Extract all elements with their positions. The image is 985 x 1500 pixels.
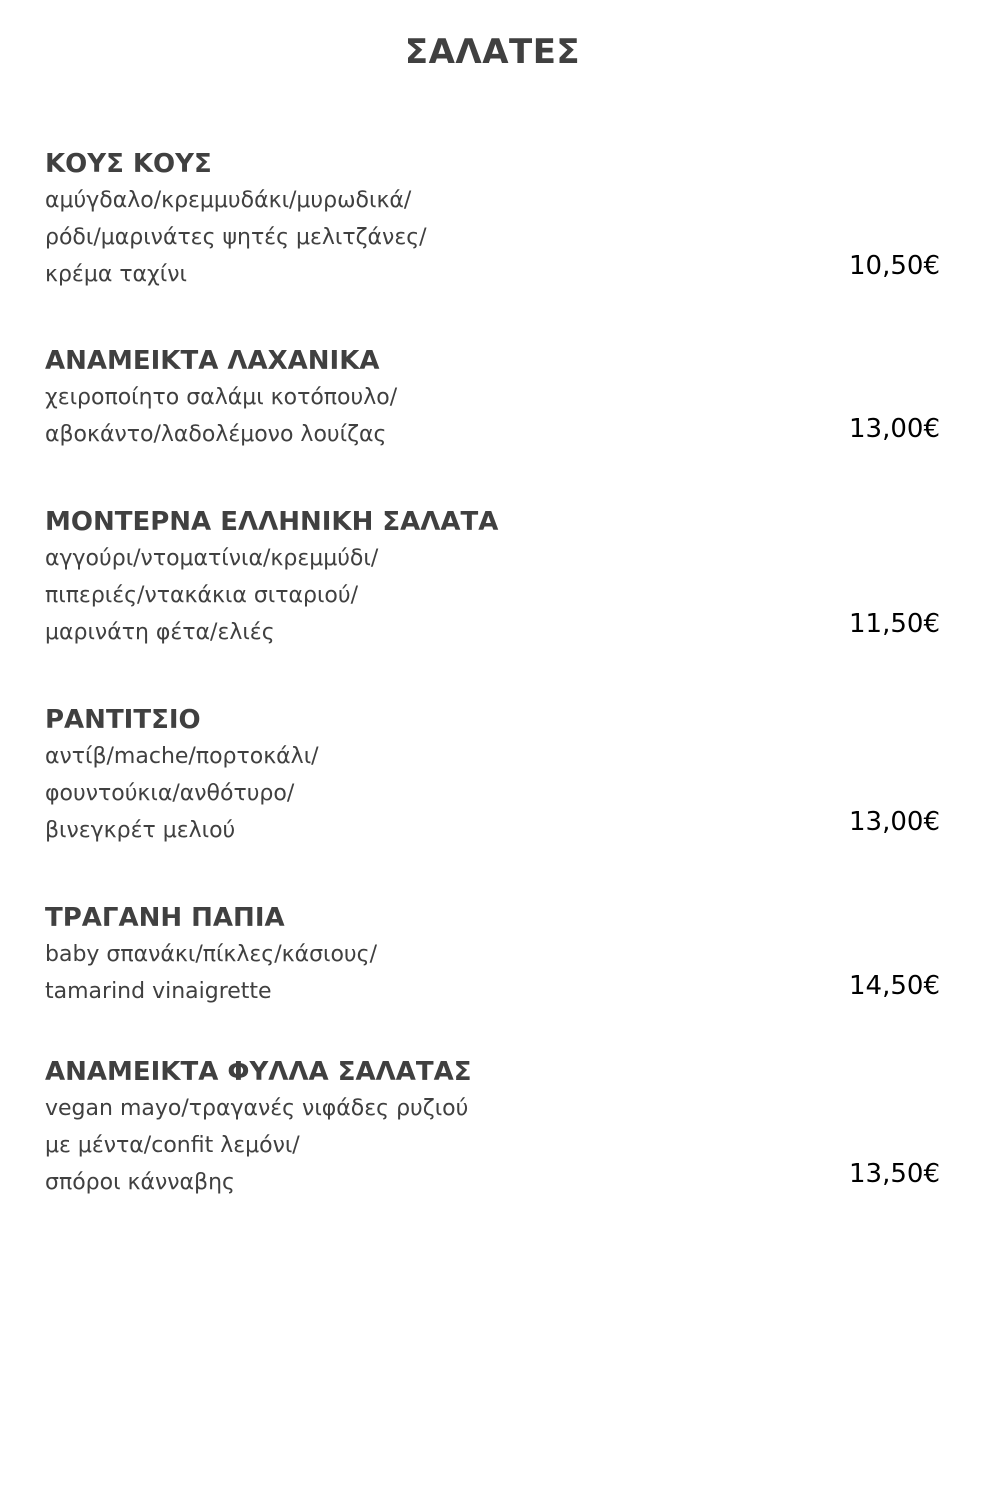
menu-item xyxy=(45,343,940,453)
item-name: ΜΟΝΤΕΡΝΑ ΕΛΛΗΝΙΚΗ ΣΑΛΑΤΑ xyxy=(45,507,499,537)
menu-item xyxy=(45,146,940,293)
menu-item xyxy=(45,702,940,849)
item-name: ΡΑΝΤΙΤΣΙΟ xyxy=(45,705,201,735)
item-description-line: αμύγδαλο/κρεμμυδάκι/μυρωδικά/ xyxy=(45,188,412,213)
item-description-line: αγγούρι/ντοματίνια/κρεμμύδι/ xyxy=(45,546,379,571)
item-description-line: με μέντα/confit λεμόνι/ xyxy=(45,1133,300,1158)
item-description-line: vegan mayo/τραγανές νιφάδες ρυζιού xyxy=(45,1096,469,1121)
item-description xyxy=(45,379,940,453)
item-description-line: μαρινάτη φέτα/ελιές xyxy=(45,620,275,645)
item-description-line: tamarind vinaigrette xyxy=(45,979,272,1004)
item-description xyxy=(45,182,940,293)
page-title: ΣΑΛΑΤΕΣ xyxy=(404,32,581,72)
item-price: 10,50€ xyxy=(849,251,940,281)
item-price: 13,00€ xyxy=(849,807,940,837)
item-price: 13,00€ xyxy=(849,414,940,444)
item-description-line: σπόροι κάνναβης xyxy=(45,1170,235,1195)
item-description-line: φουντούκια/ανθότυρο/ xyxy=(45,781,295,806)
item-description-line: baby σπανάκι/πίκλες/κάσιους/ xyxy=(45,942,377,967)
item-description xyxy=(45,936,940,1010)
item-name: ΑΝΑΜΕΙΚΤΑ ΛΑΧΑΝΙΚΑ xyxy=(45,346,380,376)
menu-item xyxy=(45,1054,940,1201)
menu-item xyxy=(45,504,940,651)
item-description xyxy=(45,540,940,651)
item-price: 11,50€ xyxy=(849,609,940,639)
item-description-line: ρόδι/μαρινάτες ψητές μελιτζάνες/ xyxy=(45,225,427,250)
item-name: ΚΟΥΣ ΚΟΥΣ xyxy=(45,149,212,179)
menu-item xyxy=(45,900,940,1010)
item-description-line: πιπεριές/ντακάκια σιταριού/ xyxy=(45,583,359,608)
item-description-line: αβοκάντο/λαδολέμονο λουίζας xyxy=(45,422,387,447)
item-name: ΑΝΑΜΕΙΚΤΑ ΦΥΛΛΑ ΣΑΛΑΤΑΣ xyxy=(45,1057,472,1087)
item-description xyxy=(45,1090,940,1201)
item-description xyxy=(45,738,940,849)
item-price: 13,50€ xyxy=(849,1159,940,1189)
item-description-line: αντίβ/mache/πορτοκάλι/ xyxy=(45,744,319,769)
item-price: 14,50€ xyxy=(849,971,940,1001)
item-description-line: βινεγκρέτ μελιού xyxy=(45,818,236,843)
item-description-line: κρέμα ταχίνι xyxy=(45,262,187,287)
item-description-line: χειροποίητο σαλάμι κοτόπουλο/ xyxy=(45,385,398,410)
item-name: ΤΡΑΓΑΝΗ ΠΑΠΙΑ xyxy=(45,903,285,933)
